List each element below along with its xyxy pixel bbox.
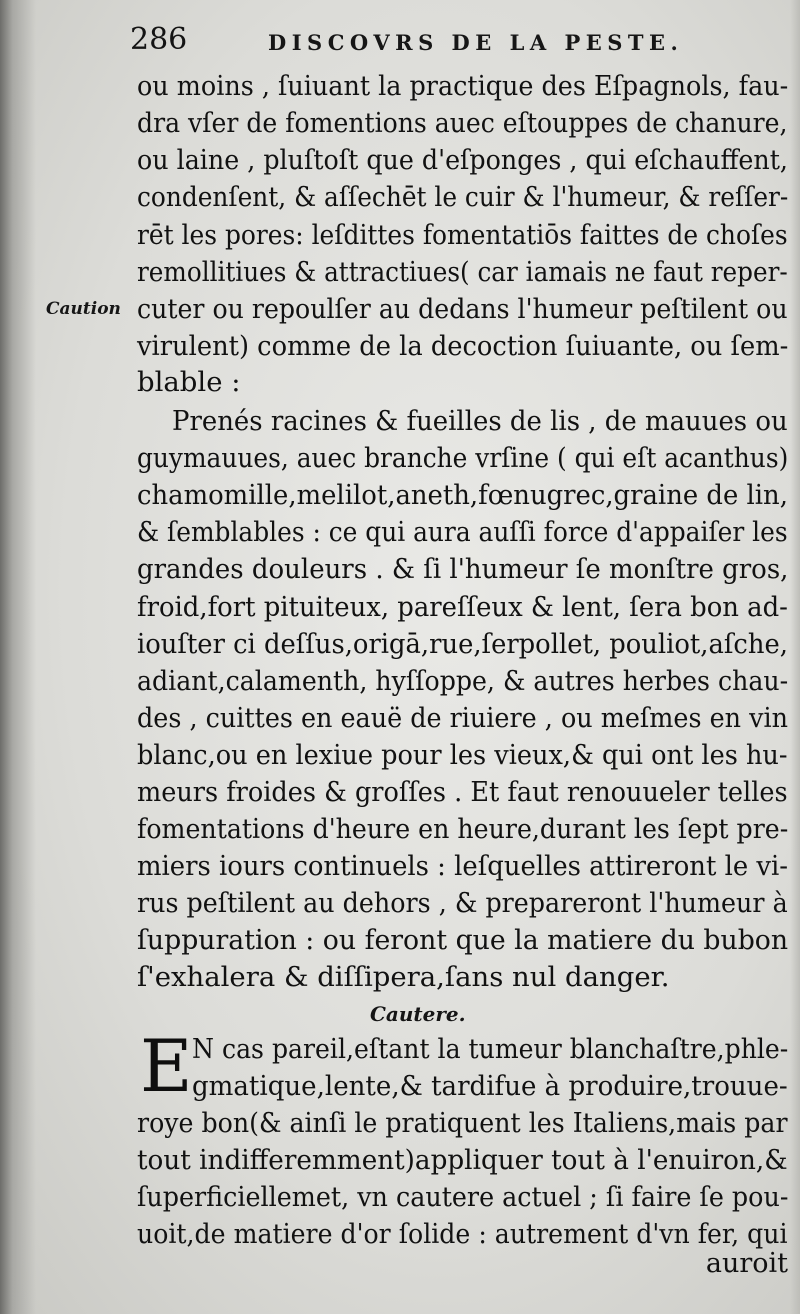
text-line: rēt les pores: leſdittes fomentatiōs faittes de choſes xyxy=(137,219,788,251)
marginal-note: Caution xyxy=(46,299,121,319)
text-line: N cas pareil,eſtant la tumeur blanchaſtre,phle- xyxy=(192,1033,789,1065)
text-line: adiant,calamenth, hyſſoppe, & autres herbes chau- xyxy=(137,665,789,697)
paragraph-first-line: Prenés racines & fueilles de lis , de mauues ou xyxy=(172,405,788,437)
text-line: rus peſtilent au dehors , & prepareront l'humeur à xyxy=(137,887,788,919)
text-line: blable : xyxy=(137,366,241,398)
text-line: blanc,ou en lexiue pour les vieux,& qui ont les hu- xyxy=(137,739,788,771)
text-line: grandes douleurs . & ſi l'humeur ſe monſtre gros, xyxy=(137,553,789,585)
text-line: ſuppuration : ou feront que la matiere du bubon xyxy=(137,924,789,956)
text-line: ſuperficiellemet, vn cautere actuel ; ſi faire ſe pou- xyxy=(137,1181,789,1213)
text-line: uoit,de matiere d'or ſolide : autrement d'vn fer, qui xyxy=(137,1218,788,1250)
page-number: 286 xyxy=(130,22,188,57)
text-line: miers iours continuels : leſquelles attireront le vi- xyxy=(137,850,789,882)
text-line: condenſent, & aſſechēt le cuir & l'humeur, & reſſer- xyxy=(137,181,789,213)
text-line: cuter ou repoulſer au dedans l'humeur peſtilent ou xyxy=(137,293,788,325)
text-line: chamomille,melilot,aneth,fœnugrec,graine de lin, xyxy=(137,479,788,511)
text-line: gmatique,lente,& tardifue à produire,trouue- xyxy=(192,1070,788,1102)
catchword: auroit xyxy=(705,1248,788,1279)
running-head xyxy=(130,22,770,62)
text-line: meurs froides & groſſes . Et faut renouueler telles xyxy=(137,776,788,808)
text-line: des , cuittes en eauë de riuiere , ou meſmes en vin xyxy=(137,702,788,734)
text-line: ou moins , ſuiuant la practique des Eſpagnols, fau- xyxy=(137,70,789,102)
text-line: virulent) comme de la decoction ſuiuante, ou ſem- xyxy=(137,330,789,362)
text-line: tout indifferemment)appliquer tout à l'enuiron,& xyxy=(137,1144,788,1176)
running-title: DISCOVRS DE LA PESTE. xyxy=(268,30,684,55)
drop-cap: E xyxy=(140,1024,193,1108)
text-line: guymauues, auec branche vrſine ( qui eſt acanthus) xyxy=(137,442,789,474)
text-line: ſ'exhalera & diſſipera,ſans nul danger. xyxy=(137,961,670,993)
text-line: remollitiues & attractiues( car iamais ne faut reper- xyxy=(137,256,788,288)
text-line: & ſemblables : ce qui aura auſſi force d'appaiſer les xyxy=(137,516,788,548)
text-line: ou laine , pluſtoſt que d'eſponges , qui eſchauffent, xyxy=(137,144,788,176)
section-heading: Cautere. xyxy=(370,1002,466,1026)
gutter-shadow xyxy=(0,0,36,1314)
text-line: fomentations d'heure en heure,durant les ſept pre- xyxy=(137,813,789,845)
page-edge xyxy=(790,0,800,1314)
text-line: iouſter ci deſſus,origā,rue,ſerpollet, pouliot,aſche, xyxy=(137,628,788,660)
text-line: dra vſer de fomentions auec eſtouppes de chanure, xyxy=(137,107,788,139)
text-line: roye bon(& ainſi le pratiquent les Italiens,mais par xyxy=(137,1107,788,1139)
text-line: froid,fort pituiteux, pareſſeux & lent, ſera bon ad- xyxy=(137,591,788,623)
